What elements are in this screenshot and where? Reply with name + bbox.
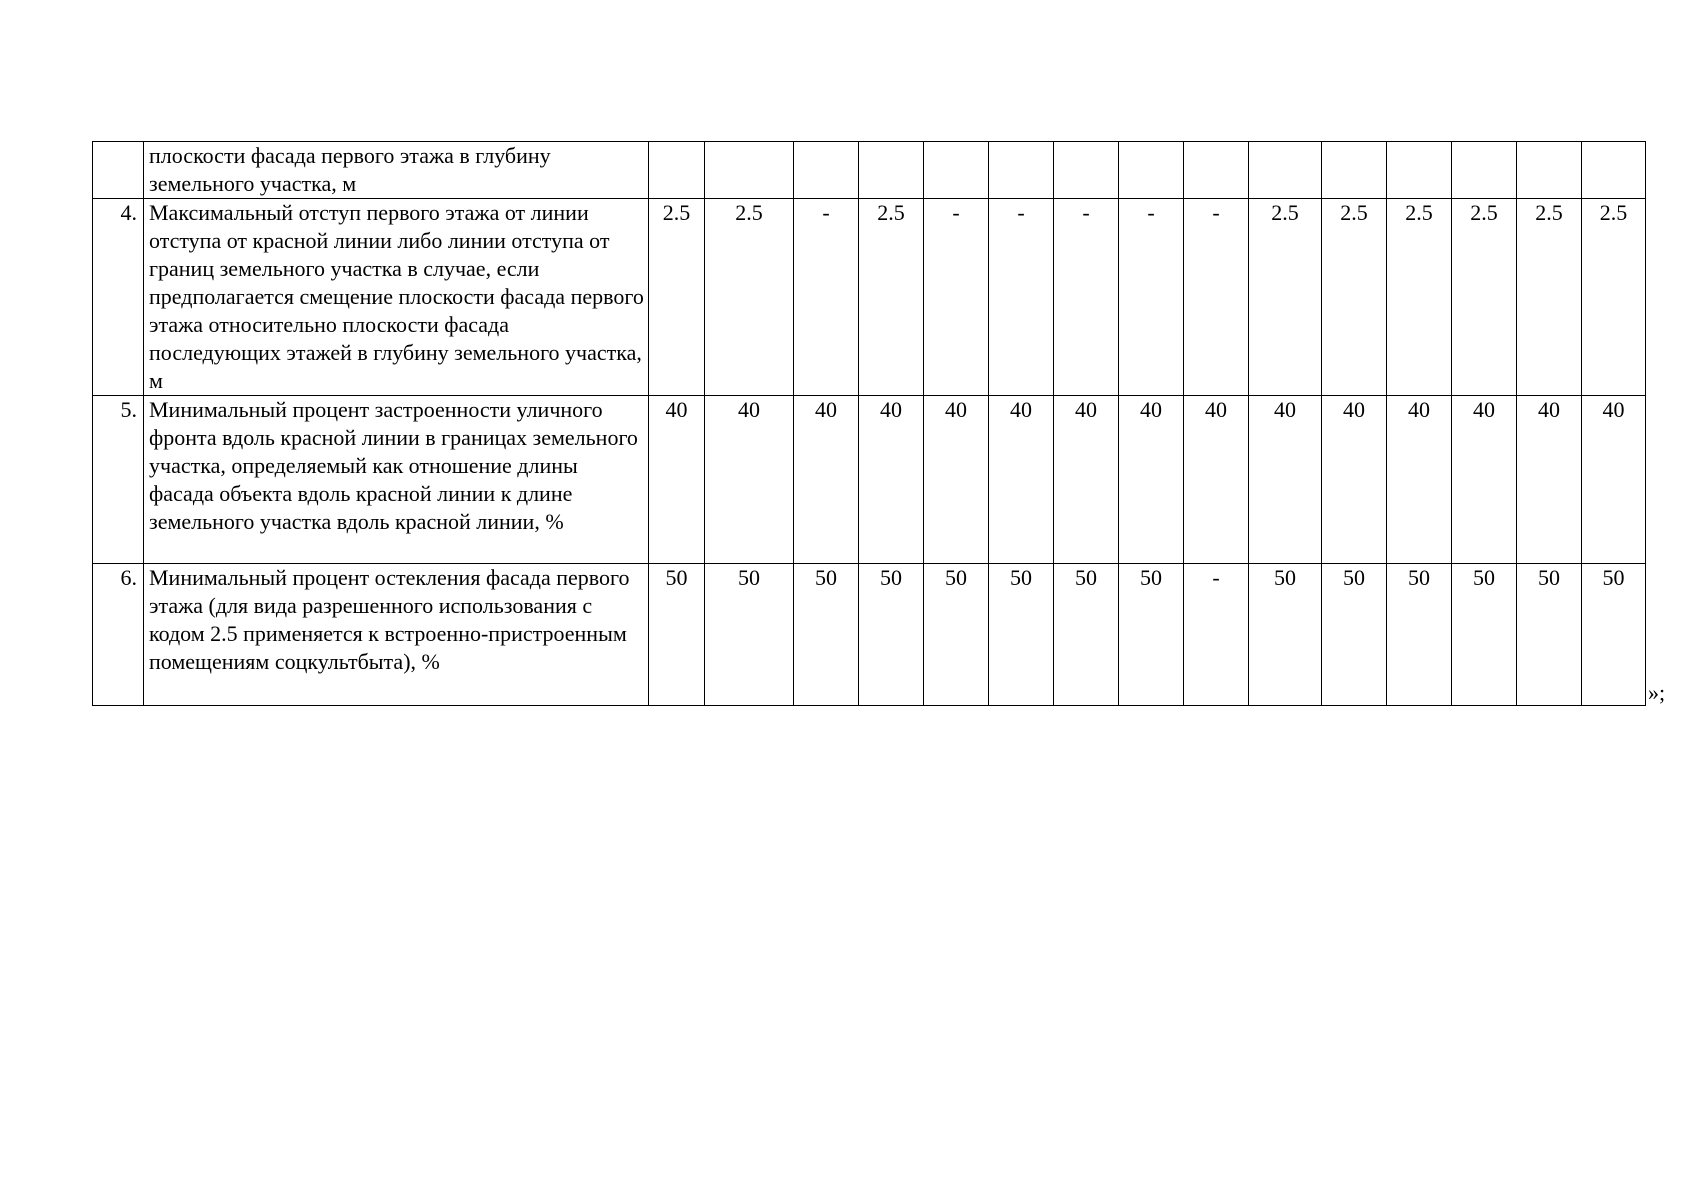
value-cell: 40 (794, 396, 859, 564)
value-cell: - (1119, 199, 1184, 396)
table-row (93, 564, 1646, 706)
value-cell (1452, 142, 1517, 199)
value-cell: - (1054, 199, 1119, 396)
table-row (93, 199, 1646, 396)
value-cell: 40 (1249, 396, 1322, 564)
value-cell (989, 142, 1054, 199)
value-cell: 2.5 (1582, 199, 1646, 396)
value-cell: 40 (1387, 396, 1452, 564)
value-cell: 50 (1054, 564, 1119, 706)
value-cell: 2.5 (1452, 199, 1517, 396)
value-cell: 50 (1517, 564, 1582, 706)
value-cell (1184, 142, 1249, 199)
value-cell (1054, 142, 1119, 199)
value-cell: 2.5 (1249, 199, 1322, 396)
value-cell: 2.5 (1517, 199, 1582, 396)
table-body (93, 142, 1646, 706)
value-cell: 40 (1322, 396, 1387, 564)
value-cell: 40 (1119, 396, 1184, 564)
row-description: плоскости фасада первого этажа в глубину земельного участка, м (144, 142, 649, 199)
value-cell: 50 (859, 564, 924, 706)
value-cell: 40 (1054, 396, 1119, 564)
value-cell: 40 (1452, 396, 1517, 564)
row-number: 6. (93, 564, 144, 706)
value-cell: 40 (649, 396, 705, 564)
value-cell: - (1184, 199, 1249, 396)
value-cell: 40 (1582, 396, 1646, 564)
value-cell: 2.5 (705, 199, 794, 396)
value-cell: - (794, 199, 859, 396)
table-row (93, 142, 1646, 199)
value-cell: 40 (989, 396, 1054, 564)
value-cell: 50 (794, 564, 859, 706)
value-cell (649, 142, 705, 199)
value-cell: 50 (1119, 564, 1184, 706)
value-cell (924, 142, 989, 199)
row-number (93, 142, 144, 199)
value-cell: 50 (1582, 564, 1646, 706)
value-cell: 50 (705, 564, 794, 706)
value-cell: 2.5 (1322, 199, 1387, 396)
row-description: Минимальный процент остекления фасада первого этажа (для вида разрешенного использования с кодом 2.5 применяется к встроенно-пристроенным помещениям соцкультбыта), % (144, 564, 649, 706)
value-cell: - (1184, 564, 1249, 706)
value-cell: 40 (705, 396, 794, 564)
value-cell: 40 (1184, 396, 1249, 564)
value-cell: 40 (1517, 396, 1582, 564)
value-cell: - (924, 199, 989, 396)
value-cell: 2.5 (859, 199, 924, 396)
value-cell (1322, 142, 1387, 199)
value-cell: 2.5 (649, 199, 705, 396)
value-cell: 50 (649, 564, 705, 706)
value-cell (1119, 142, 1184, 199)
value-cell: - (989, 199, 1054, 396)
value-cell (1517, 142, 1582, 199)
value-cell (1387, 142, 1452, 199)
table-row (93, 396, 1646, 564)
value-cell (794, 142, 859, 199)
value-cell: 50 (1322, 564, 1387, 706)
row-description: Максимальный отступ первого этажа от линии отступа от красной линии либо линии отступа от границ земельного участка в случае, если предполагается смещение плоскости фасада первого этажа относительно плоскости фасада последующих этажей в глубину земельного участка, м (144, 199, 649, 396)
regulations-table (92, 141, 1646, 706)
value-cell (1249, 142, 1322, 199)
value-cell: 50 (1249, 564, 1322, 706)
closing-quote-mark: »; (1648, 680, 1666, 705)
value-cell: 50 (989, 564, 1054, 706)
value-cell (859, 142, 924, 199)
row-description: Минимальный процент застроенности уличного фронта вдоль красной линии в границах земельного участка, определяемый как отношение длины фасада объекта вдоль красной линии к длине земельного участка вдоль красной линии, % (144, 396, 649, 564)
value-cell: 50 (1387, 564, 1452, 706)
value-cell: 40 (859, 396, 924, 564)
row-number: 4. (93, 199, 144, 396)
value-cell (705, 142, 794, 199)
value-cell: 50 (924, 564, 989, 706)
row-number: 5. (93, 396, 144, 564)
value-cell: 40 (924, 396, 989, 564)
value-cell: 50 (1452, 564, 1517, 706)
value-cell: 2.5 (1387, 199, 1452, 396)
value-cell (1582, 142, 1646, 199)
